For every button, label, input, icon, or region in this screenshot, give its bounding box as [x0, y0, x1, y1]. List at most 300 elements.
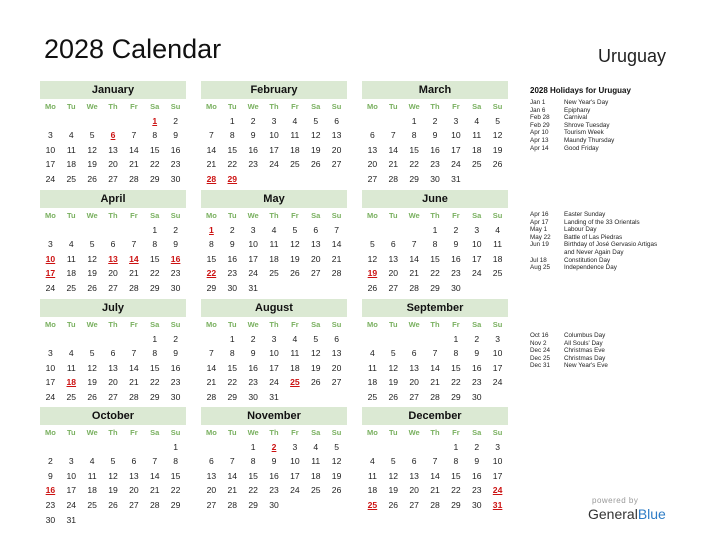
- day-cell: 4: [474, 115, 480, 126]
- day-cell: 14: [129, 144, 139, 155]
- day-cell: 29: [206, 282, 217, 293]
- day-cell: 18: [66, 159, 77, 170]
- holiday-name: Birthday of José Gervasio Artigas: [564, 241, 658, 249]
- day-cell: 14: [206, 144, 217, 155]
- weekday-label: Th: [430, 102, 440, 111]
- holiday-date: Jan 1: [530, 99, 546, 106]
- day-cell: 11: [290, 348, 300, 359]
- day-cell: 24: [269, 377, 279, 388]
- day-cell: 12: [492, 130, 503, 141]
- weekday-label: Su: [492, 428, 503, 437]
- week-row: [201, 440, 347, 455]
- weekday-label: Th: [430, 320, 440, 329]
- day-cell: 7: [334, 224, 339, 235]
- month-march: [362, 81, 508, 187]
- weekday-header-row: [40, 317, 186, 332]
- holiday-day-cell: 25: [367, 499, 378, 510]
- weekday-label: We: [247, 102, 259, 111]
- day-cell: 1: [152, 333, 158, 344]
- day-cell: [123, 332, 144, 347]
- day-cell: 5: [292, 224, 298, 235]
- week-row: [201, 281, 347, 296]
- holiday-name: Christmas Eve: [564, 347, 605, 355]
- day-cell: 10: [492, 348, 503, 359]
- weekday-label: Fr: [452, 320, 460, 329]
- holiday-name: Good Friday: [564, 144, 599, 152]
- day-cell: 9: [271, 456, 277, 467]
- day-cell: 21: [129, 268, 139, 279]
- weekday-label: Su: [331, 102, 342, 111]
- weekday-label: Sa: [150, 428, 160, 437]
- day-cell: 15: [149, 144, 160, 155]
- holiday-group: [530, 332, 700, 370]
- weekday-label: Th: [269, 320, 279, 329]
- day-cell: 10: [269, 348, 279, 359]
- day-cell: 20: [409, 485, 419, 496]
- week-row: [362, 483, 508, 498]
- day-cell: 5: [390, 456, 396, 467]
- holiday-name: Tourism Week: [564, 129, 604, 137]
- week-row: [201, 483, 347, 498]
- holiday-item: [530, 264, 700, 272]
- day-cell: 25: [66, 282, 77, 293]
- week-row: [362, 281, 508, 296]
- day-cell: 16: [451, 253, 461, 264]
- week-row: [40, 440, 186, 455]
- holiday-item: [530, 347, 700, 355]
- weekday-label: Fr: [130, 211, 138, 220]
- day-cell: 26: [87, 391, 97, 402]
- day-cell: 22: [149, 159, 160, 170]
- day-cell: 12: [310, 348, 321, 359]
- day-cell: 3: [48, 130, 53, 141]
- day-cell: 10: [290, 456, 300, 467]
- day-cell: [123, 440, 144, 455]
- day-cell: 26: [388, 499, 399, 510]
- week-row: [362, 498, 508, 513]
- holiday-date: Feb 29: [530, 121, 550, 129]
- day-cell: 12: [290, 239, 300, 250]
- week-row: [40, 223, 186, 238]
- day-cell: 29: [248, 499, 258, 510]
- day-cell: 2: [453, 224, 459, 235]
- weekday-label: Su: [331, 428, 342, 437]
- weekday-label: Tu: [227, 102, 237, 111]
- day-cell: 28: [227, 499, 238, 510]
- day-cell: [201, 440, 222, 455]
- powered-by-label: powered by: [592, 496, 639, 505]
- day-cell: 29: [227, 391, 238, 402]
- holiday-day-cell: 18: [66, 377, 77, 388]
- weekday-label: Mo: [45, 211, 56, 220]
- day-cell: [425, 332, 446, 347]
- holiday-item: [530, 137, 700, 145]
- week-row: [40, 513, 186, 528]
- day-cell: 30: [471, 499, 482, 510]
- holiday-date: Apr 10: [530, 129, 549, 137]
- day-cell: [82, 114, 103, 129]
- day-cell: 28: [129, 282, 139, 293]
- holiday-day-cell: 24: [492, 485, 503, 496]
- holiday-name: and Never Again Day: [564, 248, 624, 256]
- day-cell: 28: [430, 391, 440, 402]
- holiday-day-cell: 13: [108, 253, 118, 264]
- day-cell: [326, 172, 347, 187]
- day-cell: 6: [131, 456, 137, 467]
- holiday-day-cell: 16: [170, 253, 181, 264]
- holiday-name: Columbus Day: [564, 332, 606, 339]
- week-row: [40, 375, 186, 390]
- day-cell: 17: [492, 470, 503, 481]
- day-cell: 2: [173, 333, 178, 344]
- weekday-label: Sa: [311, 211, 321, 220]
- weekday-label: Su: [170, 102, 181, 111]
- day-cell: 4: [370, 348, 375, 359]
- day-cell: 19: [108, 485, 118, 496]
- day-cell: 26: [87, 282, 97, 293]
- day-cell: 19: [331, 470, 342, 481]
- holiday-date: Dec 24: [530, 347, 550, 355]
- day-cell: 27: [108, 391, 118, 402]
- day-cell: 12: [87, 253, 97, 264]
- day-cell: 23: [170, 268, 181, 279]
- day-cell: [425, 440, 446, 455]
- day-cell: 5: [370, 239, 375, 250]
- week-row: [40, 252, 186, 267]
- day-cell: 1: [411, 115, 417, 126]
- day-cell: 22: [149, 268, 160, 279]
- week-row: [40, 454, 186, 469]
- day-cell: 8: [432, 239, 438, 250]
- day-cell: 14: [409, 253, 419, 264]
- holiday-name: Easter Sunday: [564, 211, 606, 218]
- holiday-date: May 22: [530, 233, 551, 241]
- day-cell: 17: [269, 362, 279, 373]
- day-cell: 18: [269, 253, 279, 264]
- day-cell: [201, 332, 222, 347]
- day-cell: 7: [432, 456, 438, 467]
- holiday-date: Apr 14: [530, 144, 549, 152]
- day-cell: 16: [170, 144, 181, 155]
- day-cell: 3: [495, 333, 500, 344]
- day-cell: 30: [170, 173, 181, 184]
- day-cell: 26: [108, 499, 118, 510]
- day-cell: 8: [453, 348, 459, 359]
- day-cell: 4: [89, 456, 95, 467]
- week-row: [362, 332, 508, 347]
- day-cell: 27: [206, 499, 217, 510]
- holiday-name: Carnival: [564, 114, 588, 122]
- weekday-header-row: [201, 208, 347, 223]
- brand-logo[interactable]: [588, 506, 666, 522]
- day-cell: [383, 114, 404, 129]
- day-cell: [487, 172, 508, 187]
- week-row: [362, 346, 508, 361]
- day-cell: 11: [367, 362, 377, 373]
- month-header: April: [40, 190, 186, 208]
- day-cell: 12: [331, 456, 342, 467]
- day-cell: 19: [310, 144, 321, 155]
- day-cell: [466, 281, 487, 296]
- week-row: [40, 332, 186, 347]
- day-cell: 28: [331, 268, 342, 279]
- day-cell: 2: [474, 441, 480, 452]
- day-cell: 4: [292, 115, 298, 126]
- weekday-label: Th: [269, 102, 279, 111]
- day-cell: 16: [471, 470, 482, 481]
- day-cell: 1: [229, 333, 235, 344]
- day-cell: 6: [411, 456, 417, 467]
- weekday-label: Fr: [130, 320, 138, 329]
- holiday-item: [530, 249, 700, 257]
- day-cell: 15: [206, 253, 217, 264]
- day-cell: 25: [66, 391, 77, 402]
- day-cell: 13: [108, 144, 118, 155]
- day-cell: [284, 498, 305, 513]
- day-cell: 24: [471, 268, 482, 279]
- day-cell: 8: [411, 130, 417, 141]
- week-row: [362, 114, 508, 129]
- day-cell: [264, 172, 285, 187]
- holiday-date: [530, 249, 564, 257]
- day-cell: 8: [152, 348, 158, 359]
- day-cell: 24: [45, 391, 56, 402]
- day-cell: 24: [45, 173, 56, 184]
- day-cell: 25: [87, 499, 97, 510]
- holiday-date: Apr 17: [530, 218, 549, 226]
- holiday-group: [530, 99, 700, 152]
- day-cell: 26: [367, 282, 378, 293]
- day-cell: 15: [227, 362, 238, 373]
- week-row: [362, 143, 508, 158]
- day-cell: 21: [430, 377, 440, 388]
- holiday-item: [530, 107, 700, 115]
- day-cell: 17: [45, 159, 56, 170]
- day-cell: 2: [250, 115, 256, 126]
- day-cell: 1: [432, 224, 438, 235]
- week-row: [201, 361, 347, 376]
- day-cell: 2: [250, 333, 256, 344]
- day-cell: 21: [409, 268, 419, 279]
- weekday-label: Tu: [227, 211, 237, 220]
- week-row: [40, 483, 186, 498]
- weekday-label: We: [86, 211, 98, 220]
- day-cell: 13: [409, 362, 419, 373]
- weekday-label: Th: [430, 211, 440, 220]
- weekday-label: Sa: [311, 428, 321, 437]
- day-cell: 29: [170, 499, 181, 510]
- day-cell: 6: [313, 224, 319, 235]
- weekday-label: Th: [430, 428, 440, 437]
- day-cell: 8: [152, 239, 158, 250]
- holiday-item: [530, 211, 700, 219]
- weekday-label: Mo: [367, 211, 378, 220]
- day-cell: 24: [248, 268, 258, 279]
- weekday-header-row: [362, 317, 508, 332]
- day-cell: 13: [367, 144, 378, 155]
- day-cell: 15: [248, 470, 258, 481]
- holiday-item: [530, 226, 700, 234]
- day-cell: 15: [451, 470, 461, 481]
- day-cell: [362, 114, 383, 129]
- weekday-header-row: [362, 208, 508, 223]
- day-cell: 13: [129, 470, 139, 481]
- day-cell: [404, 440, 425, 455]
- day-cell: 15: [149, 253, 160, 264]
- day-cell: 7: [229, 456, 235, 467]
- day-cell: 18: [367, 485, 378, 496]
- weekday-label: We: [408, 102, 420, 111]
- day-cell: 29: [430, 282, 440, 293]
- day-cell: 24: [45, 282, 56, 293]
- day-cell: 14: [129, 362, 139, 373]
- week-row: [201, 375, 347, 390]
- day-cell: 15: [409, 144, 419, 155]
- day-cell: 12: [367, 253, 378, 264]
- weekday-label: Tu: [66, 211, 76, 220]
- day-cell: 23: [248, 377, 258, 388]
- day-cell: 5: [110, 456, 116, 467]
- day-cell: 28: [129, 173, 139, 184]
- month-header: March: [362, 81, 508, 99]
- day-cell: 25: [367, 391, 378, 402]
- weekday-label: Th: [108, 428, 118, 437]
- day-cell: 28: [409, 282, 419, 293]
- day-cell: 19: [87, 159, 97, 170]
- day-cell: [103, 440, 124, 455]
- day-cell: 12: [388, 470, 399, 481]
- day-cell: 22: [248, 485, 258, 496]
- weekday-label: Tu: [388, 211, 398, 220]
- day-cell: 24: [451, 159, 461, 170]
- day-cell: [383, 332, 404, 347]
- day-cell: 16: [269, 470, 279, 481]
- day-cell: 30: [269, 499, 279, 510]
- weekday-header-row: [40, 208, 186, 223]
- week-row: [40, 237, 186, 252]
- day-cell: 15: [170, 470, 181, 481]
- weekday-label: We: [86, 320, 98, 329]
- week-row: [362, 440, 508, 455]
- day-cell: 3: [292, 441, 298, 452]
- day-cell: [305, 281, 326, 296]
- holiday-name: Maundy Thursday: [564, 136, 615, 144]
- holiday-day-cell: 31: [492, 499, 503, 510]
- week-row: [362, 266, 508, 281]
- country-name: Uruguay: [597, 46, 666, 66]
- week-row: [201, 346, 347, 361]
- day-cell: 19: [87, 377, 97, 388]
- holiday-item: [530, 362, 700, 370]
- holiday-date: Jun 19: [530, 241, 549, 249]
- day-cell: 21: [430, 485, 440, 496]
- day-cell: 23: [471, 377, 482, 388]
- holiday-group: [530, 211, 700, 272]
- holiday-day-cell: 14: [129, 253, 139, 264]
- day-cell: 20: [129, 485, 139, 496]
- week-row: [201, 143, 347, 158]
- day-cell: 11: [87, 470, 97, 481]
- day-cell: 22: [170, 485, 181, 496]
- day-cell: [61, 332, 82, 347]
- week-row: [201, 454, 347, 469]
- holiday-item: [530, 122, 700, 130]
- day-cell: 19: [388, 485, 399, 496]
- day-cell: 26: [87, 173, 97, 184]
- weekday-label: Mo: [45, 102, 56, 111]
- day-cell: [103, 332, 124, 347]
- day-cell: 26: [290, 268, 300, 279]
- day-cell: 14: [331, 239, 342, 250]
- day-cell: 28: [388, 173, 399, 184]
- day-cell: 3: [271, 115, 277, 126]
- day-cell: 1: [453, 441, 459, 452]
- week-row: [40, 114, 186, 129]
- day-cell: 2: [432, 115, 438, 126]
- day-cell: 1: [229, 115, 235, 126]
- day-cell: 31: [248, 282, 258, 293]
- month-header: June: [362, 190, 508, 208]
- month-header: July: [40, 299, 186, 317]
- holiday-item: [530, 234, 700, 242]
- day-cell: 17: [492, 362, 503, 373]
- day-cell: 22: [149, 377, 160, 388]
- day-cell: 13: [409, 470, 419, 481]
- day-cell: 5: [89, 239, 95, 250]
- holiday-item: [530, 340, 700, 348]
- day-cell: 13: [206, 470, 217, 481]
- holiday-date: Apr 13: [530, 136, 549, 144]
- day-cell: 12: [310, 130, 321, 141]
- weekday-label: Mo: [206, 211, 217, 220]
- week-row: [362, 252, 508, 267]
- weekday-label: We: [408, 320, 420, 329]
- day-cell: 21: [206, 377, 217, 388]
- month-header: February: [201, 81, 347, 99]
- day-cell: 23: [170, 159, 181, 170]
- day-cell: 9: [474, 456, 480, 467]
- month-november: [201, 407, 347, 513]
- holiday-date: Dec 31: [530, 362, 550, 370]
- day-cell: 10: [451, 130, 461, 141]
- holiday-date: Nov 2: [530, 339, 547, 347]
- weekday-header-row: [201, 317, 347, 332]
- weekday-label: Fr: [130, 102, 138, 111]
- holiday-date: Feb 28: [530, 114, 550, 122]
- weekday-label: Mo: [45, 428, 56, 437]
- weekday-label: Tu: [388, 102, 398, 111]
- day-cell: 23: [430, 159, 440, 170]
- day-cell: 8: [250, 456, 256, 467]
- day-cell: 21: [129, 159, 139, 170]
- day-cell: 9: [173, 348, 178, 359]
- day-cell: 3: [453, 115, 459, 126]
- day-cell: 20: [108, 159, 118, 170]
- holiday-day-cell: 1: [209, 224, 214, 235]
- month-header: November: [201, 407, 347, 425]
- day-cell: 9: [173, 130, 178, 141]
- day-cell: [284, 281, 305, 296]
- day-cell: [201, 114, 222, 129]
- day-cell: [144, 440, 165, 455]
- day-cell: 11: [311, 456, 321, 467]
- day-cell: [326, 390, 347, 405]
- day-cell: 14: [149, 470, 160, 481]
- holidays-title: 2028 Holidays for Uruguay: [530, 86, 631, 95]
- day-cell: [40, 114, 61, 129]
- day-cell: 6: [334, 115, 339, 126]
- week-row: [201, 332, 347, 347]
